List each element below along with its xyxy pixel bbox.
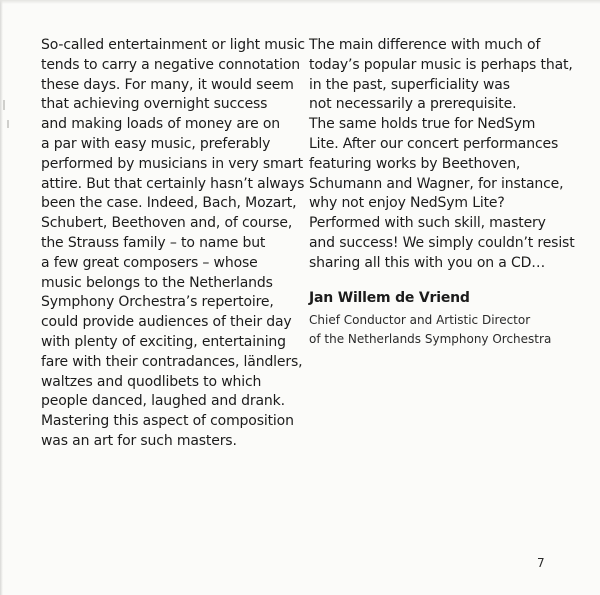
text-line: in the past, superficiality was bbox=[309, 76, 510, 93]
page-number: 7 bbox=[537, 556, 545, 570]
page-edge-shadow bbox=[0, 0, 3, 595]
text-line: fare with their contradances, ländlers, bbox=[41, 353, 303, 370]
text-line: The main difference with much of bbox=[309, 37, 541, 53]
text-line: could provide audiences of their day bbox=[41, 314, 292, 331]
text-line: music belongs to the Netherlands bbox=[41, 274, 273, 291]
text-line: and success! We simply couldn’t resist bbox=[309, 234, 575, 251]
text-line: Schumann and Wagner, for instance, bbox=[309, 175, 564, 192]
left-text-column bbox=[41, 36, 305, 452]
text-line: been the case. Indeed, Bach, Mozart, bbox=[41, 195, 297, 212]
text-line: people danced, laughed and drank. bbox=[41, 393, 285, 410]
text-line: attire. But that certainly hasn’t always bbox=[41, 175, 305, 192]
text-line: with plenty of exciting, entertaining bbox=[41, 333, 286, 350]
text-line: Schubert, Beethoven and, of course, bbox=[41, 215, 293, 232]
binding-mark bbox=[7, 120, 9, 128]
text-line: tends to carry a negative connotation bbox=[41, 56, 301, 73]
text-line: a par with easy music, preferably bbox=[41, 135, 271, 152]
text-line: Mastering this aspect of composition bbox=[41, 413, 294, 430]
text-line: a few great composers – whose bbox=[41, 254, 258, 271]
text-line: the Strauss family – to name but bbox=[41, 234, 266, 251]
text-line: these days. For many, it would seem bbox=[41, 76, 294, 93]
right-text-column bbox=[309, 36, 579, 274]
text-line: So-called entertainment or light music bbox=[41, 37, 305, 53]
text-line: waltzes and quodlibets to which bbox=[41, 373, 262, 390]
text-line: was an art for such masters. bbox=[41, 432, 237, 449]
signature-role-line: Chief Conductor and Artistic Director bbox=[309, 313, 531, 327]
binding-mark bbox=[3, 100, 5, 110]
text-line: Symphony Orchestra’s repertoire, bbox=[41, 294, 274, 311]
text-line: that achieving overnight success bbox=[41, 96, 268, 113]
text-line: Performed with such skill, mastery bbox=[309, 215, 546, 232]
text-line: Lite. After our concert performances bbox=[309, 135, 559, 152]
text-line: not necessarily a prerequisite. bbox=[309, 96, 517, 113]
text-line: The same holds true for NedSym bbox=[309, 116, 536, 133]
page-top-shadow bbox=[0, 0, 600, 4]
signature-block bbox=[309, 288, 579, 348]
text-line: featuring works by Beethoven, bbox=[309, 155, 521, 172]
text-line: performed by musicians in very smart bbox=[41, 155, 303, 172]
text-line: and making loads of money are on bbox=[41, 116, 280, 133]
text-line: why not enjoy NedSym Lite? bbox=[309, 195, 505, 212]
text-line: today’s popular music is perhaps that, bbox=[309, 56, 573, 73]
signature-role-line: of the Netherlands Symphony Orchestra bbox=[309, 331, 552, 346]
text-line: sharing all this with you on a CD… bbox=[309, 254, 546, 271]
signature-name: Jan Willem de Vriend bbox=[309, 290, 470, 306]
